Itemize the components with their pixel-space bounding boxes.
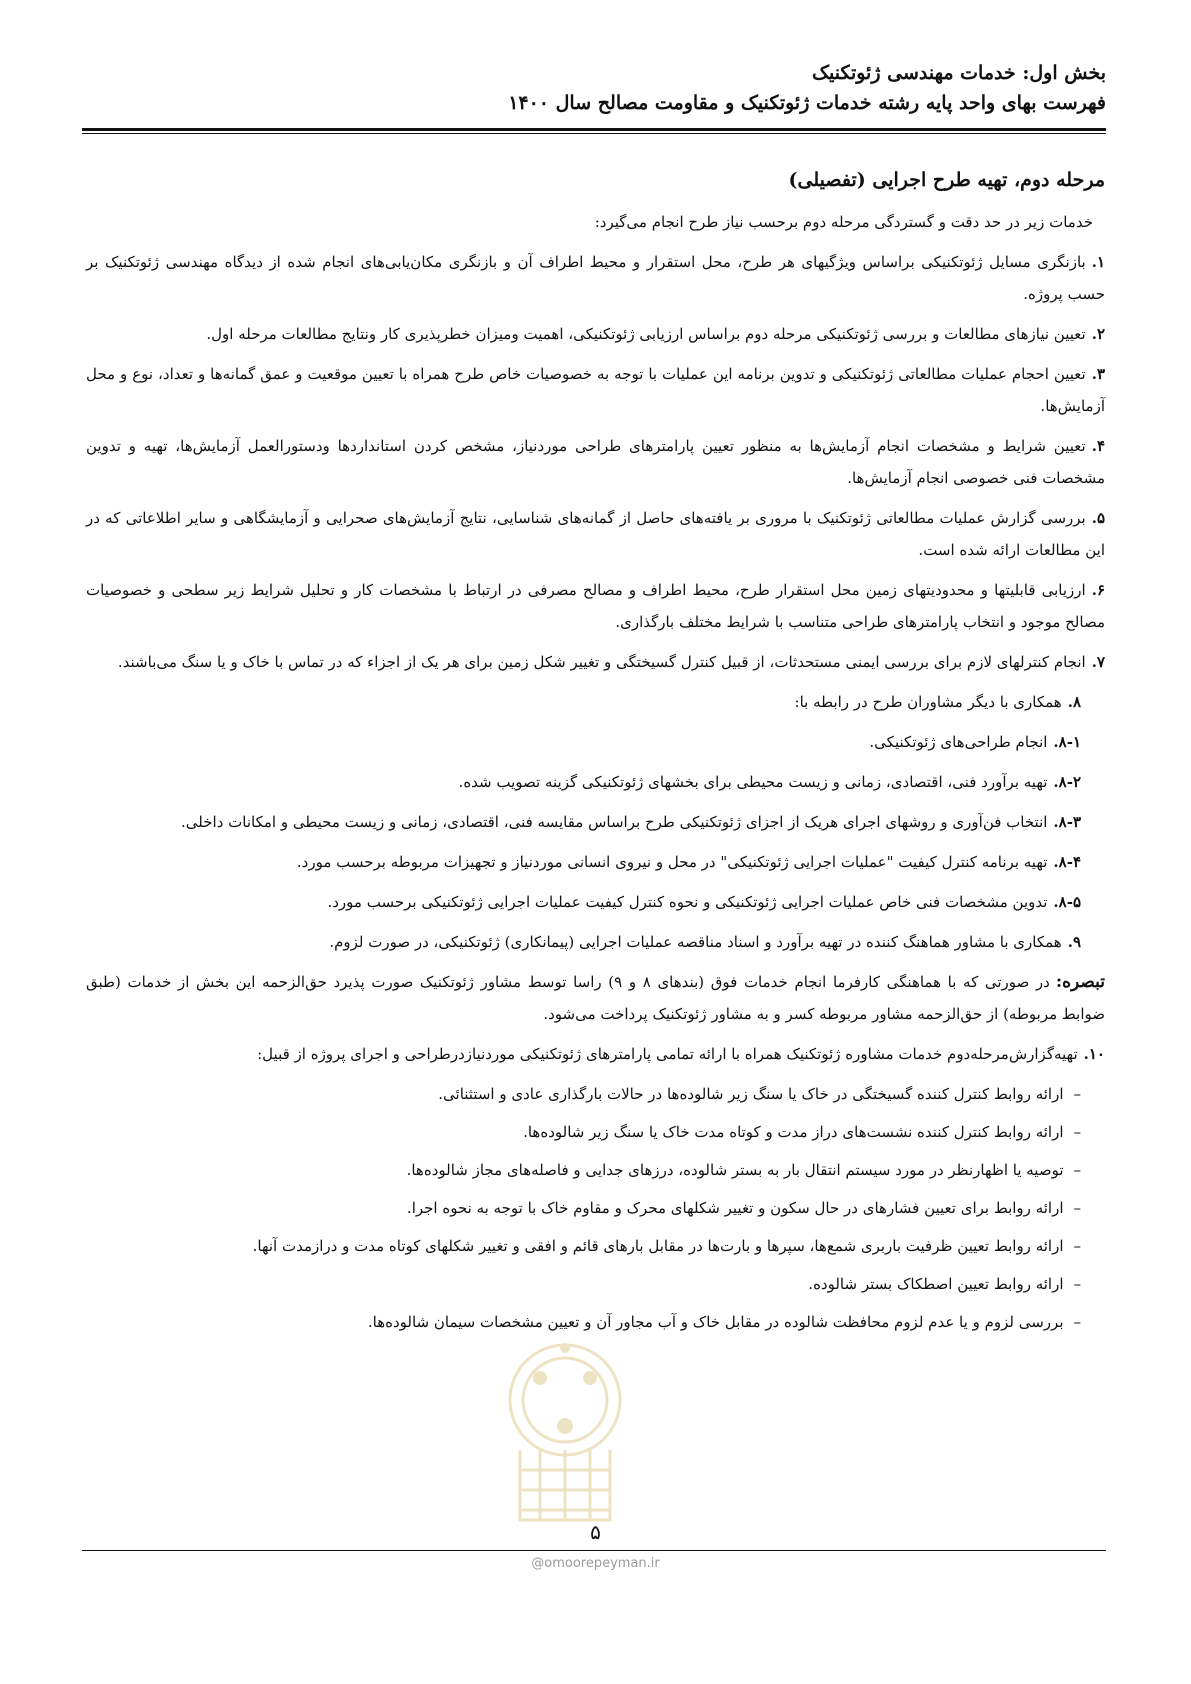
sub-item-8-3 [86, 806, 1105, 838]
list-item-6 [86, 574, 1105, 638]
item-text: انجام طراحی‌های ژئوتکنیکی. [869, 733, 1048, 751]
item-number: ۸. [1067, 693, 1081, 711]
item-number: ۷. [1091, 653, 1105, 671]
seal-logo-icon [480, 1330, 650, 1530]
item-text: بازنگری مسایل ژئوتکنیکی براساس ویژگیهای هر طرح، محل استقرار و محیط اطراف آن و بازنگری مکان‌یابی‌های انجام شده از دیدگاه مهندسی ژئوتکنیک بر حسب پروژه. [86, 253, 1105, 303]
bullet-text: بررسی لزوم و یا عدم لزوم محافظت شالوده در مقابل خاک و آب مجاور آن و تعیین مشخصات سیمان شالوده‌ها. [367, 1313, 1064, 1331]
bullet-item [86, 1078, 1081, 1110]
bullet-item [86, 1230, 1081, 1262]
header-part-title: بخش اول: خدمات مهندسی ژئوتکنیک [811, 62, 1106, 84]
header-document-title: فهرست بهای واحد پایه رشته خدمات ژئوتکنیک و مقاومت مصالح سال ۱۴۰۰ [508, 92, 1106, 114]
note-paragraph [86, 966, 1105, 1030]
item-number: ۸-۱. [1053, 733, 1081, 751]
note-text: در صورتی که با هماهنگی کارفرما انجام خدمات فوق (بندهای ۸ و ۹) راسا توسط مشاور ژئوتکنیک صورت پذیرد حق‌الزحمه این بخش از خدمات (طبق ضوابط مربوطه) از حق‌الزحمه مشاور مربوطه کسر و به مشاور ژئوتکنیک پرداخت می‌شود. [86, 973, 1105, 1023]
item-text: تهیه برنامه کنترل کیفیت "عملیات اجرایی ژئوتکنیکی" در محل و نیروی انسانی موردنیاز و تجهیزات مربوطه برحسب مورد. [296, 853, 1048, 871]
numbered-list [86, 246, 1105, 958]
item-text: تعیین احجام عملیات مطالعاتی ژئوتکنیکی و تدوین برنامه این عملیات با توجه به خصوصیات خاص طرح همراه با تعیین موقعیت و عمق گمانه‌ها و تعداد، نوع و محل آزمایش‌ها. [86, 365, 1105, 415]
page-number: ۵ [590, 1520, 601, 1544]
header-rule-thick [82, 128, 1106, 131]
list-item-5 [86, 502, 1105, 566]
item-number: ۸-۴. [1053, 853, 1081, 871]
list-item-9 [86, 926, 1105, 958]
item-text: تهیه‌گزارش‌مرحله‌دوم خدمات مشاوره ژئوتکنیک همراه با ارائه تمامی پارامترهای ژئوتکنیکی موردنیازدرطراحی و اجرای پروژه از قبیل: [257, 1045, 1078, 1063]
sub-item-8-4 [86, 846, 1105, 878]
bullet-marker: – [1073, 1199, 1081, 1217]
item-text: انتخاب فن‌آوری و روشهای اجرای هریک از اجزای ژئوتکنیکی طرح براساس مقایسه فنی، اقتصادی، زمانی و زیست محیطی و امکانات داخلی. [181, 813, 1048, 831]
parameter-bullet-list [86, 1078, 1105, 1338]
bullet-marker: – [1073, 1313, 1081, 1331]
item-text: بررسی گزارش عملیات مطالعاتی ژئوتکنیک با مروری بر یافته‌های حاصل از گمانه‌های شناسایی، نتایج آزمایش‌های صحرایی و آزمایشگاهی و سایر اطلاعاتی که در این مطالعات ارائه شده است. [86, 509, 1105, 559]
item-text: ارزیابی قابلیتها و محدودیتهای زمین محل استقرار طرح، محیط اطراف و مصالح مصرفی در ارتباط با مشخصات کار و تحلیل شرایط زیر سطحی و خصوصیات مصالح موجود و انتخاب پارامترهای طراحی متناسب با شرایط مختلف بارگذاری. [86, 581, 1105, 631]
item-number: ۵. [1091, 509, 1105, 527]
list-item-10 [86, 1038, 1105, 1070]
note-label: تبصره: [1055, 972, 1106, 992]
page-header [130, 58, 1106, 118]
sub-item-8-1 [86, 726, 1105, 758]
bullet-text: ارائه روابط تعیین اصطکاک بستر شالوده. [808, 1275, 1064, 1293]
item-number: ۸-۳. [1053, 813, 1081, 831]
item-number: ۴. [1091, 437, 1105, 455]
bullet-text: توصیه یا اظهارنظر در مورد سیستم انتقال بار به بستر شالوده، درزهای جدایی و فاصله‌های مجاز شالوده‌ها. [406, 1161, 1064, 1179]
sub-item-8-5 [86, 886, 1105, 918]
bullet-marker: – [1073, 1085, 1081, 1103]
bullet-text: ارائه روابط کنترل کننده گسیختگی در خاک یا سنگ زیر شالوده‌ها در حالات بارگذاری عادی و استثنائی. [438, 1085, 1064, 1103]
item-number: ۶. [1091, 581, 1105, 599]
item-text: همکاری با دیگر مشاوران طرح در رابطه با: [794, 693, 1062, 711]
item-number: ۸-۵. [1053, 893, 1081, 911]
bullet-item [86, 1268, 1081, 1300]
item-text: تدوین مشخصات فنی خاص عملیات اجرایی ژئوتکنیکی و نحوه کنترل کیفیت عملیات اجرایی ژئوتکنیکی برحسب مورد. [327, 893, 1048, 911]
bullet-text: ارائه روابط تعیین ظرفیت باربری شمع‌ها، سپرها و بارت‌ها در مقابل بارهای قائم و افقی و تغییر شکلهای کوتاه مدت و درازمدت آنها. [252, 1237, 1064, 1255]
item-text: انجام کنترلهای لازم برای بررسی ایمنی مستحدثات، از قبیل کنترل گسیختگی و تغییر شکل زمین برای هر یک از اجزاء که در تماس با خاک و یا سنگ می‌باشند. [117, 653, 1086, 671]
item-number: ۱. [1091, 253, 1105, 271]
list-item-8 [86, 686, 1105, 718]
list-item-3 [86, 358, 1105, 422]
bullet-marker: – [1073, 1275, 1081, 1293]
item-text: همکاری با مشاور هماهنگ کننده در تهیه برآورد و اسناد مناقصه عملیات اجرایی (پیمانکاری) ژئوتکنیکی، در صورت لزوم. [329, 933, 1062, 951]
sub-item-8-2 [86, 766, 1105, 798]
item-text: تعیین نیازهای مطالعات و بررسی ژئوتکنیکی مرحله دوم براساس ارزیابی ژئوتکنیکی، اهمیت ومیزان خطرپذیری کار ونتایج مطالعات مرحله اول. [206, 325, 1086, 343]
item-text: تهیه برآورد فنی، اقتصادی، زمانی و زیست محیطی برای بخشهای ژئوتکنیکی گزینه تصویب شده. [458, 773, 1048, 791]
page-content [86, 160, 1105, 1344]
bullet-text: ارائه روابط برای تعیین فشارهای در حال سکون و تغییر شکلهای محرک و مقاوم خاک با توجه به نحوه اجرا. [406, 1199, 1064, 1217]
bullet-item [86, 1116, 1081, 1148]
item-number: ۱۰. [1083, 1045, 1105, 1063]
footer-rule [82, 1550, 1106, 1551]
list-item-4 [86, 430, 1105, 494]
bullet-marker: – [1073, 1123, 1081, 1141]
watermark-site-label: @omoorepeyman.ir [531, 1556, 660, 1571]
item-number: ۹. [1067, 933, 1081, 951]
list-item-1 [86, 246, 1105, 310]
item-number: ۸-۲. [1053, 773, 1081, 791]
bullet-text: ارائه روابط کنترل کننده نشست‌های دراز مدت و کوتاه مدت خاک یا سنگ زیر شالوده‌ها. [523, 1123, 1064, 1141]
header-rule-thin [82, 133, 1106, 134]
section-title: مرحله دوم، تهیه طرح اجرایی (تفصیلی) [788, 169, 1105, 191]
list-item-7 [86, 646, 1105, 678]
bullet-item [86, 1154, 1081, 1186]
item-text: تعیین شرایط و مشخصات انجام آزمایش‌ها به منظور تعیین پارامترهای طراحی موردنیاز، مشخص کردن استانداردها ودستورالعمل آزمایش‌ها، تهیه و تدوین مشخصات فنی خصوصی انجام آزمایش‌ها. [86, 437, 1105, 487]
item-number: ۳. [1091, 365, 1106, 383]
bullet-marker: – [1073, 1237, 1081, 1255]
item-number: ۲. [1091, 325, 1105, 343]
bullet-marker: – [1073, 1161, 1081, 1179]
section-intro: خدمات زیر در حد دقت و گستردگی مرحله دوم برحسب نیاز طرح انجام می‌گیرد: [594, 213, 1093, 231]
bullet-item [86, 1192, 1081, 1224]
list-item-2 [86, 318, 1105, 350]
